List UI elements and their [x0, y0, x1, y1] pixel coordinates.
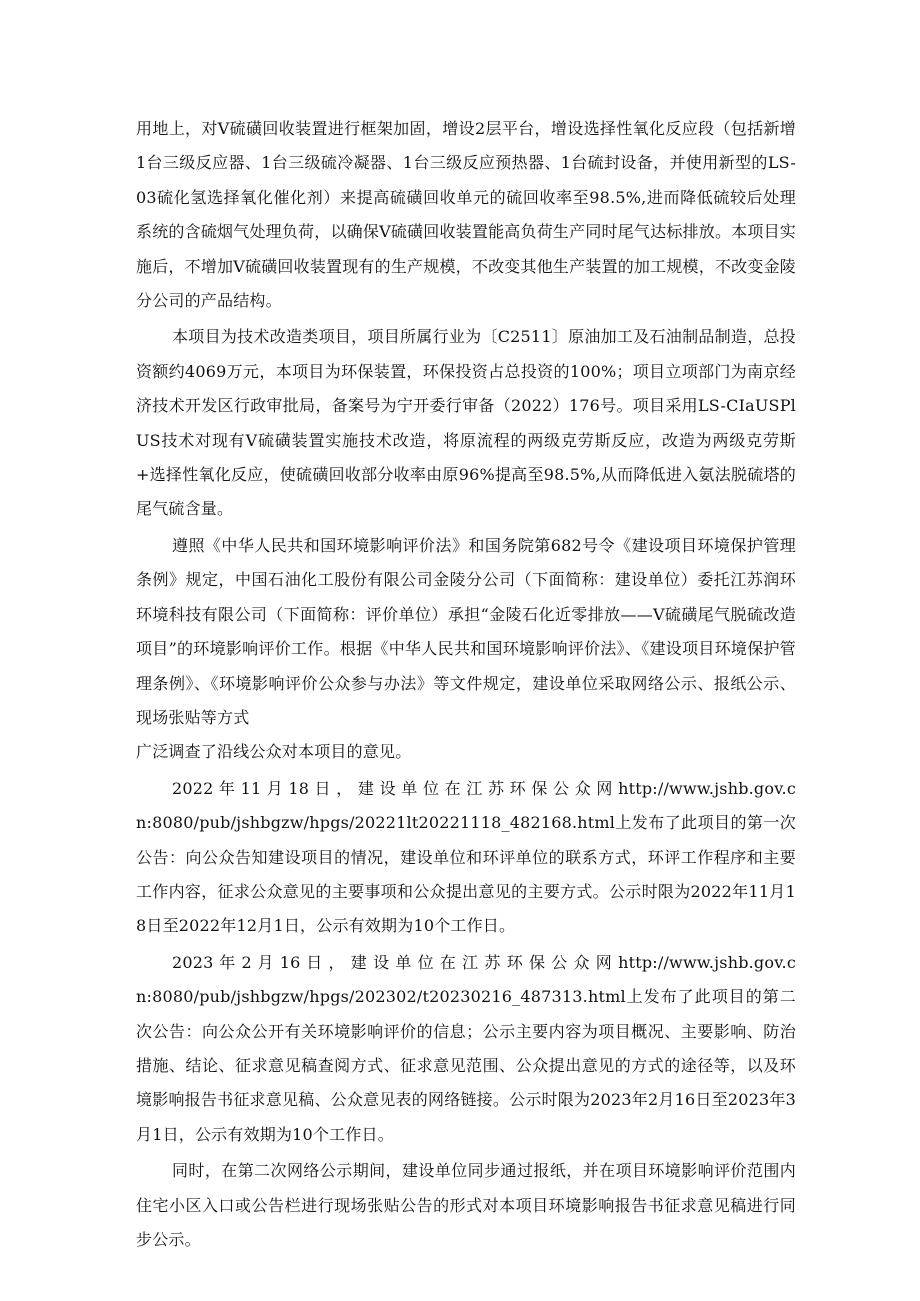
document-body	[136, 112, 796, 1257]
paragraph-project-description: 用地上，对V硫磺回收装置进行框架加固，增设2层平台，增设选择性氧化反应段（包括新增1台三级反应器、1台三级硫冷凝器、1台三级反应预热器、1台硫封设备，并使用新型的LS-03硫化氢选择氧化催化剂）来提高硫磺回收单元的硫回收率至98.5%,进而降低硫较后处理系统的含硫烟气处理负荷，以确保V硫磺回收装置能高负荷生产同时尾气达标排放。本项目实施后，不增加V硫磺回收装置现有的生产规模，不改变其他生产装置的加工规模，不改变金陵分公司的产品结构。	[136, 119, 796, 311]
paragraph-legal-basis: 遵照《中华人民共和国环境影响评价法》和国务院第682号令《建设项目环境保护管理条例》规定，中国石油化工股份有限公司金陵分公司（下面简称：建设单位）委托江苏润环环境科技有限公司（下面简称：评价单位）承担“金陵石化近零排放——V硫磺尾气脱硫改造项目”的环境影响评价工作。根据《中华人民共和国环境影响评价法》、《建设项目环境保护管理条例》、《环境影响评价公众参与办法》等文件规定，建设单位采取网络公示、报纸公示、现场张贴等方式	[136, 535, 796, 727]
paragraph-newspaper-notice: 同时，在第二次网络公示期间，建设单位同步通过报纸，并在项目环境影响评价范围内住宅小区入口或公告栏进行现场张贴公告的形式对本项目环境影响报告书征求意见稿进行同步公示。	[136, 1161, 796, 1249]
paragraph-first-notice: 2022 年 11 月 18 日 ， 建 设 单 位 在 江 苏 环 保 公 众 网 http://www.jshb.gov.cn:8080/pub/jshbgzw/hpgs/20221lt20221118_482168.html上发布了此项目的第一次公告：向公众告知建设项目的情况，建设单位和环评单位的联系方式，环评工作程序和主要工作内容，征求公众意见的主要事项和公众提出意见的主要方式。公示时限为2022年11月18日至2022年12月1日，公示有效期为10个工作日。	[136, 778, 796, 936]
paragraph-legal-basis-tail: 广泛调查了沿线公众对本项目的意见。	[136, 742, 412, 762]
paragraph-second-notice: 2023 年 2 月 16 日 ， 建 设 单 位 在 江 苏 环 保 公 众 网 http://www.jshb.gov.cn:8080/pub/jshbgzw/hpgs/202302/t20230216_487313.html上发布了此项目的第二次公告：向公众公开有关环境影响评价的信息；公示主要内容为项目概况、主要影响、防治措施、结论、征求意见稿查阅方式、征求意见范围、公众提出意见的方式的途径等，以及环境影响报告书征求意见稿、公众意见表的网络链接。公示时限为2023年2月16日至2023年3月1日，公示有效期为10个工作日。	[136, 952, 796, 1144]
paragraph-project-overview: 本项目为技术改造类项目，项目所属行业为〔C2511〕原油加工及石油制品制造，总投资额约4069万元，本项目为环保装置，环保投资占总投资的100%；项目立项部门为南京经济技术开发区行政审批局，备案号为宁开委行审备（2022）176号。项目采用LS-CIaUSPlUS技术对现有V硫磺装置实施技术改造，将原流程的两级克劳斯反应，改造为两级克劳斯+选择性氧化反应，使硫磺回收部分收率由原96%提高至98.5%,从而降低进入氨法脱硫塔的尾气硫含量。	[136, 327, 796, 519]
